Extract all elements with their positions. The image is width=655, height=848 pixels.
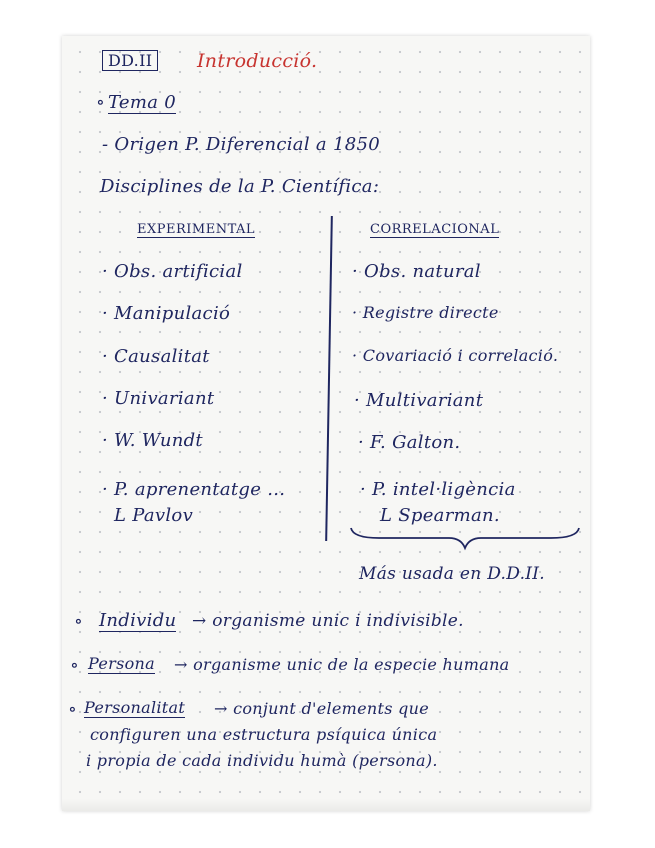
column-divider [325,216,333,541]
brace-note: Más usada en D.D.II. [359,564,546,584]
left-subitem: L Pavlov [114,505,194,526]
definition-bullet: ∘ [74,611,84,632]
right-subitem: L Spearman. [380,505,500,526]
left-item: · P. aprenentatge ... [102,479,286,500]
curly-brace [349,526,581,556]
left-item: · W. Wundt [102,430,203,451]
page-title: Introducció. [197,50,318,72]
definition-bullet: ∘ [68,699,78,720]
definition-text: → organisme unic de la especie humana [174,655,510,674]
right-item: · Obs. natural [352,261,481,282]
left-item: · Manipulació [102,303,231,324]
right-item: · Registre directe [352,303,499,322]
definition-text: → organisme unic i indivisible. [192,611,464,631]
right-item: · Multivariant [354,390,484,411]
topic-bullet: ∘ [96,92,106,113]
right-item: · Covariació i correlació. [352,346,559,365]
origin-line: - Origen P. Diferencial a 1850 [102,134,380,155]
definition-term: Persona [88,654,155,673]
left-item: · Causalitat [102,346,210,367]
notebook-page [62,36,590,811]
left-item: · Univariant [102,388,215,409]
definition-continuation: i propia de cada individu humà (persona). [86,751,438,770]
topic-heading: Tema 0 [108,92,177,113]
course-code-box: DD.II [102,50,158,71]
experimental-heading: EXPERIMENTAL [137,222,256,237]
correlacional-heading: CORRELACIONAL [370,222,500,237]
definition-text: → conjunt d'elements que [214,699,430,718]
definition-term: Individu [99,610,177,631]
right-item: · P. intel·ligència [360,479,516,500]
definition-term: Personalitat [84,698,186,717]
left-item: · Obs. artificial [102,261,243,282]
disciplines-line: Disciplines de la P. Científica: [100,176,380,197]
definition-continuation: configuren una estructura psíquica única [90,725,438,744]
right-item: · F. Galton. [358,432,461,453]
definition-bullet: ∘ [70,655,80,676]
